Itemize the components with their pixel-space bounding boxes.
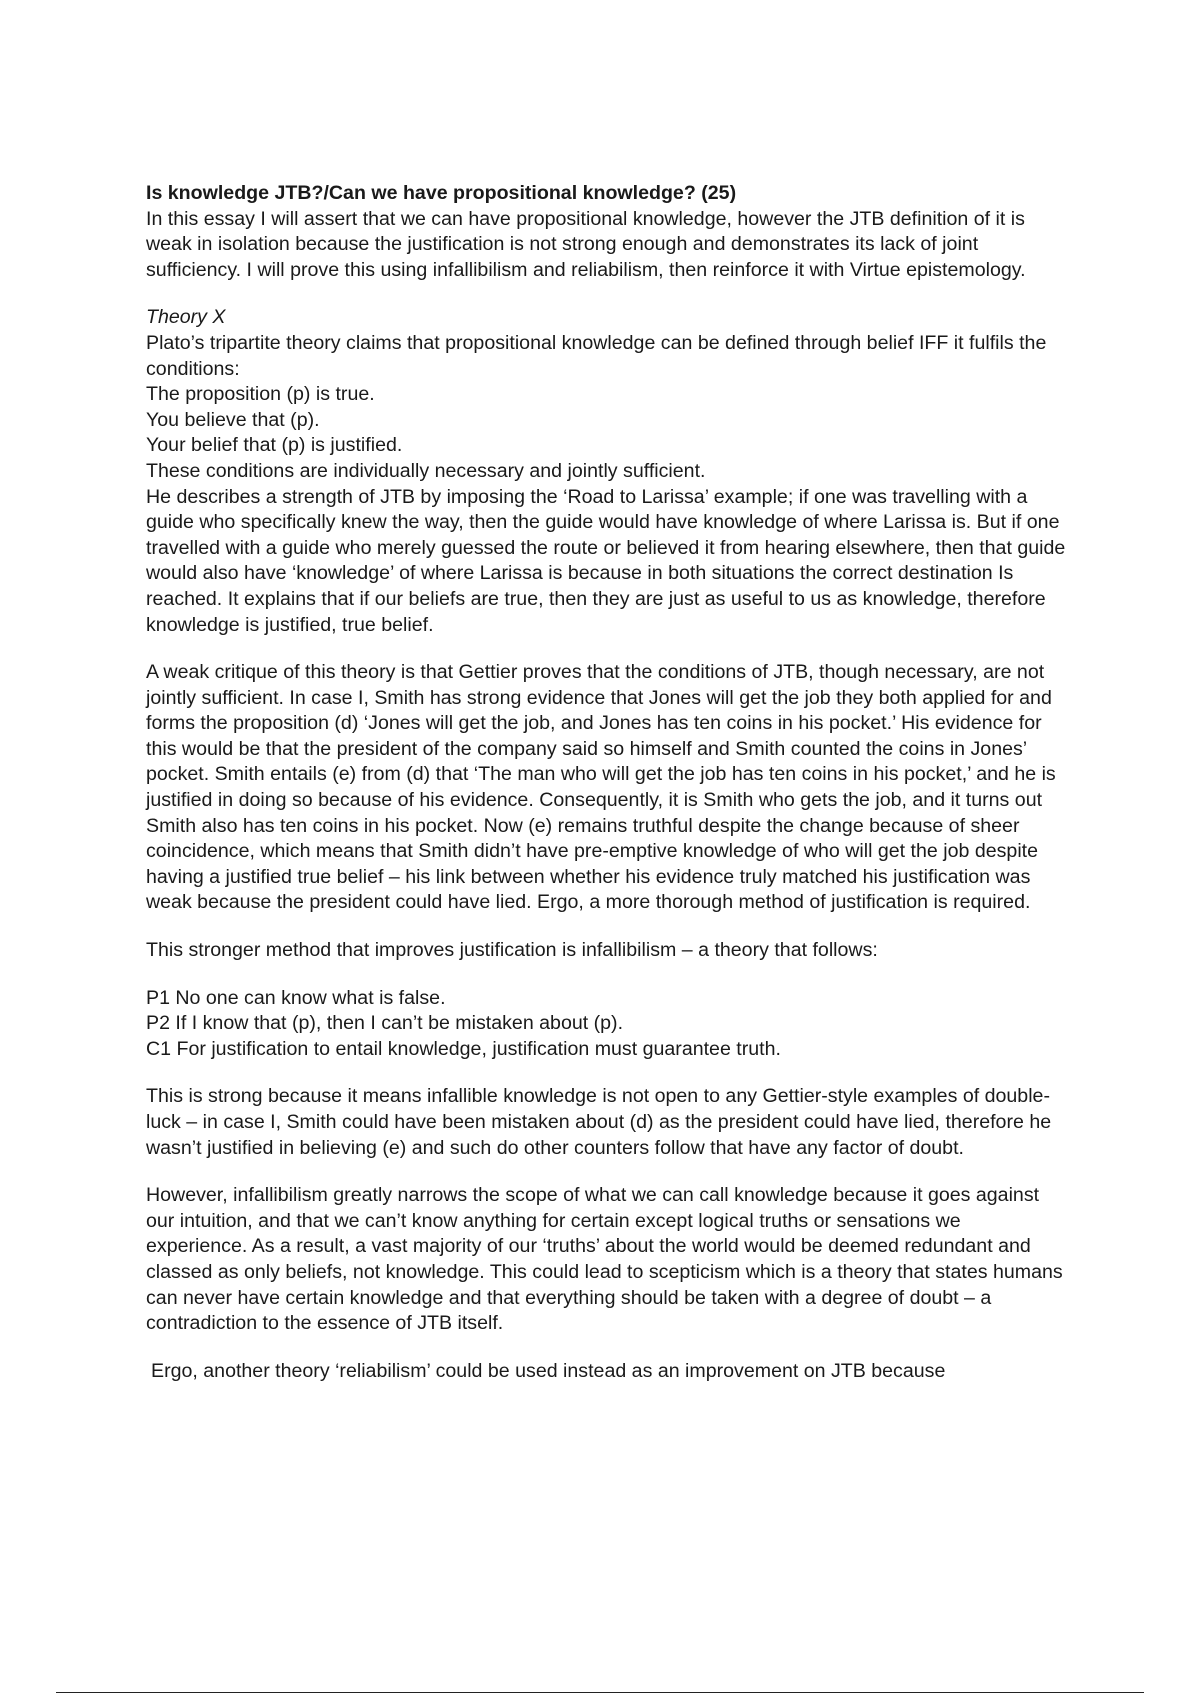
spacer [146,283,1066,305]
spacer [146,1161,1066,1183]
gettier-paragraph: A weak critique of this theory is that Gettier proves that the conditions of JTB, though necessary, are not jointly sufficient. In case I, Smith has strong evidence that Jones will get the job they both applied for and forms the proposition (d) ‘Jones will get the job, and Jones has ten coins in his pocket.’ His evidence for this would be that the president of the company said so himself and Smith counted the coins in Jones’ pocket. Smith entails (e) from (d) that ‘The man who will get the job has ten coins in his pocket,’ and he is justified in doing so because of his evidence. Consequently, it is Smith who gets the job, and it turns out Smith also has ten coins in his pocket. Now (e) remains truthful despite the change because of sheer coincidence, which means that Smith didn’t have pre-emptive knowledge of who will get the job despite having a justified true belief – his link between whether his evidence truly matched his justification was weak because the president could have lied. Ergo, a more thorough method of justification is required. [146,661,1062,914]
spacer [146,1062,1066,1084]
spacer [146,638,1066,660]
footer-rule [56,1692,1144,1693]
larissa-paragraph: He describes a strength of JTB by imposing the ‘Road to Larissa’ example; if one was travelling with a guide who specifically knew the way, then the guide would have knowledge of where Larissa is. But if one travelled with a guide who merely guessed the route or believed it from hearing elsewhere, then that guide would also have ‘knowledge’ of where Larissa is because in both situations the correct destination Is reached. It explains that if our beliefs are true, then they are just as useful to us as knowledge, therefore knowledge is justified, true belief. [146,485,1071,636]
condition-item: You believe that (p). [146,408,320,431]
weakness-paragraph: However, infallibilism greatly narrows the scope of what we can call knowledge because it goes against our intuition, and that we can’t know anything for certain except logical truths or sensations we experience. As a result, a vast majority of our ‘truths’ about the world would be deemed redundant and classed as only beliefs, not knowledge. This could lead to scepticism which is a theory that states humans can never have certain knowledge and that everything should be taken with a degree of doubt – a contradiction to the essence of JTB itself. [146,1184,1069,1335]
argument-premise: P2 If I know that (p), then I can’t be mistaken about (p). [146,1012,624,1035]
closing-line: Ergo, another theory ‘reliabilism’ could be used instead as an improvement on JTB because [151,1359,946,1382]
essay-page [146,181,1071,1384]
condition-item: The proposition (p) is true. [146,383,375,406]
strength-paragraph: This is strong because it means infallible knowledge is not open to any Gettier-style examples of double-luck – in case I, Smith could have been mistaken about (d) as the president could have lied, therefore he wasn’t justified in believing (e) and such do other counters follow that have any factor of doubt. [146,1085,1057,1159]
theory-intro-paragraph: Plato’s tripartite theory claims that propositional knowledge can be defined through belief IFF it fulfils the conditions: [146,331,1052,380]
spacer [146,964,1066,986]
spacer [146,1337,1066,1359]
argument-conclusion: C1 For justification to entail knowledge, justification must guarantee truth. [146,1037,781,1060]
condition-item: These conditions are individually necessary and jointly sufficient. [146,459,706,482]
spacer [146,916,1066,938]
argument-premise: P1 No one can know what is false. [146,986,446,1009]
essay-title: Is knowledge JTB?/Can we have propositional knowledge? (25) [146,182,737,204]
infallibilism-intro: This stronger method that improves justification is infallibilism – a theory that follows: [146,939,878,962]
condition-item: Your belief that (p) is justified. [146,434,403,457]
section-heading: Theory X [146,306,226,329]
intro-paragraph: In this essay I will assert that we can have propositional knowledge, however the JTB definition of it is weak in isolation because the justification is not strong enough and demonstrates its lack of joint sufficiency. I will prove this using infallibilism and reliabilism, then reinforce it with Virtue epistemology. [146,207,1031,281]
